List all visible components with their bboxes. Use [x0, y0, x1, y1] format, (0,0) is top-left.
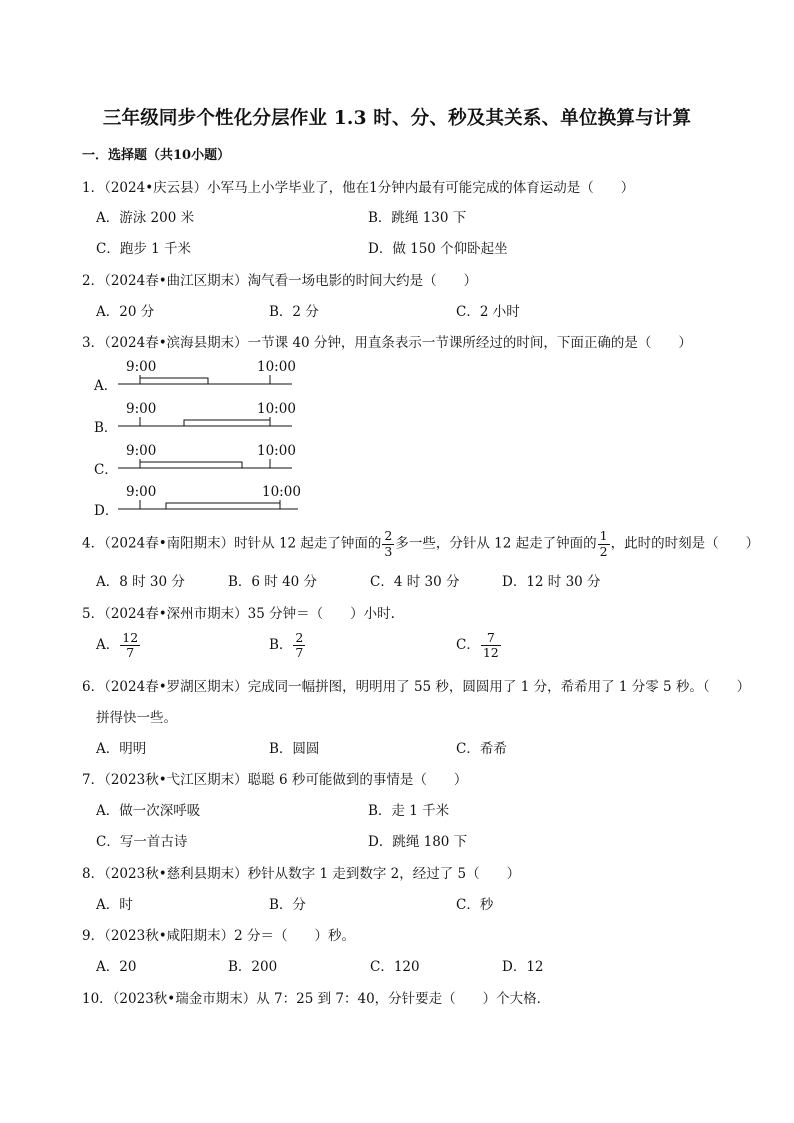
- q6-option-c[interactable]: C．希希: [456, 741, 507, 757]
- timeline-c-bar: [140, 462, 242, 468]
- timeline-d-end-label: 10:00: [262, 484, 301, 500]
- q4-fraction-1: $\frac{2}{3}$: [384, 528, 393, 559]
- q5-option-a-fraction: $\frac{12}{7}$: [122, 629, 139, 660]
- q9-option-a[interactable]: A．20: [96, 959, 137, 975]
- question-4-stem: [82, 530, 759, 558]
- q7-option-d[interactable]: D．跳绳 180 下: [368, 834, 468, 850]
- question-1-stem: 1．（2024•庆云县）小军马上小学毕业了，他在1分钟内最有可能完成的体育运动是（ ）: [82, 180, 635, 196]
- q9-option-b[interactable]: B．200: [228, 959, 278, 975]
- question-6-stem: 6．（2024春•罗湖区期末）完成同一幅拼图，明明用了 55 秒，圆圆用了 1 分，希希用了 1 分零 5 秒。（ ）: [82, 679, 751, 695]
- q4-option-c[interactable]: C．4 时 30 分: [370, 574, 460, 590]
- q5-option-b[interactable]: B． $\frac{2}{7}$: [269, 629, 304, 660]
- timeline-b-start-label: 9:00: [126, 401, 157, 417]
- section-heading: 一．选择题（共10小题）: [82, 148, 231, 163]
- q1-option-b[interactable]: B．跳绳 130 下: [368, 210, 467, 226]
- q8-option-c[interactable]: C．秒: [456, 897, 494, 913]
- q4-fraction-2: $\frac{1}{2}$: [599, 528, 608, 559]
- timeline-a-start-label: 9:00: [126, 359, 157, 375]
- q4-option-d[interactable]: D．12 时 30 分: [502, 574, 601, 590]
- timeline-b-end-label: 10:00: [257, 401, 296, 417]
- question-8-stem: 8．（2023秋•慈利县期末）秒针从数字 1 走到数字 2，经过了 5（ ）: [82, 866, 521, 882]
- timeline-d: [118, 499, 302, 513]
- q5-option-c-fraction: $\frac{7}{12}$: [482, 629, 499, 660]
- question-2-stem: 2．（2024春•曲江区期末）淘气看一场电影的时间大约是（ ）: [82, 273, 478, 289]
- q5-option-c[interactable]: C． $\frac{7}{12}$: [456, 629, 499, 660]
- q2-option-b[interactable]: B．2 分: [269, 304, 319, 320]
- q3-option-a[interactable]: A．: [94, 378, 118, 394]
- q6-option-a[interactable]: A．明明: [96, 741, 147, 757]
- timeline-b-bar: [184, 420, 270, 426]
- q2-option-c[interactable]: C．2 小时: [456, 304, 520, 320]
- q6-option-b[interactable]: B．圆圆: [269, 741, 320, 757]
- q7-option-c[interactable]: C．写一首古诗: [96, 834, 188, 850]
- q7-option-a[interactable]: A．做一次深呼吸: [96, 803, 201, 819]
- timeline-c: [118, 458, 298, 472]
- question-10-stem: 10．（2023秋•瑞金市期末）从 7：25 到 7：40，分针要走（ ）个大格．: [82, 991, 551, 1007]
- timeline-d-start-label: 9:00: [126, 484, 157, 500]
- q8-option-a[interactable]: A．时: [96, 897, 133, 913]
- question-3-stem: 3．（2024春•滨海县期末）一节课 40 分钟，用直条表示一节课所经过的时间，下面正确的是（ ）: [82, 335, 692, 351]
- q3-option-c[interactable]: C．: [94, 462, 118, 478]
- q2-option-a[interactable]: A．20 分: [96, 304, 155, 320]
- q4-stem-part-3: ，此时的时刻是（ ）: [610, 535, 760, 552]
- question-7-stem: 7．（2023秋•弋江区期末）聪聪 6 秒可能做到的事情是（ ）: [82, 772, 468, 788]
- timeline-a-bar: [140, 378, 208, 384]
- q9-option-c[interactable]: C．120: [370, 959, 420, 975]
- q5-option-a[interactable]: A． $\frac{12}{7}$: [96, 629, 139, 660]
- q8-option-b[interactable]: B．分: [269, 897, 306, 913]
- q7-option-b[interactable]: B．走 1 千米: [368, 803, 450, 819]
- q4-option-b[interactable]: B．6 时 40 分: [228, 574, 318, 590]
- q4-stem-part-1: 4．（2024春•南阳期末）时针从 12 起走了钟面的: [82, 535, 382, 552]
- timeline-a-end-label: 10:00: [257, 359, 296, 375]
- q5-option-b-fraction: $\frac{2}{7}$: [295, 629, 304, 660]
- timeline-d-bar: [166, 503, 280, 509]
- page-title: 三年级同步个性化分层作业 1.3 时、分、秒及其关系、单位换算与计算: [102, 108, 692, 129]
- timeline-a: [118, 374, 298, 388]
- question-9-stem: 9．（2023秋•咸阳期末）2 分＝（ ）秒。: [82, 928, 356, 944]
- timeline-c-end-label: 10:00: [257, 443, 296, 459]
- question-5-stem: 5．（2024春•深州市期末）35 分钟＝（ ）小时.: [82, 606, 395, 622]
- q3-option-d[interactable]: D．: [94, 503, 119, 519]
- q1-option-c[interactable]: C．跑步 1 千米: [96, 241, 192, 257]
- q3-option-b[interactable]: B．: [94, 420, 118, 436]
- q1-option-d[interactable]: D．做 150 个仰卧起坐: [368, 241, 508, 257]
- timeline-c-start-label: 9:00: [126, 443, 157, 459]
- q9-option-d[interactable]: D．12: [502, 959, 544, 975]
- q4-option-a[interactable]: A．8 时 30 分: [96, 574, 185, 590]
- question-6-stem-continued: 拼得快一些。: [96, 710, 177, 726]
- q4-stem-part-2: 多一些，分针从 12 起走了钟面的: [395, 535, 597, 552]
- q1-option-a[interactable]: A．游泳 200 米: [96, 210, 195, 226]
- timeline-b: [118, 416, 298, 430]
